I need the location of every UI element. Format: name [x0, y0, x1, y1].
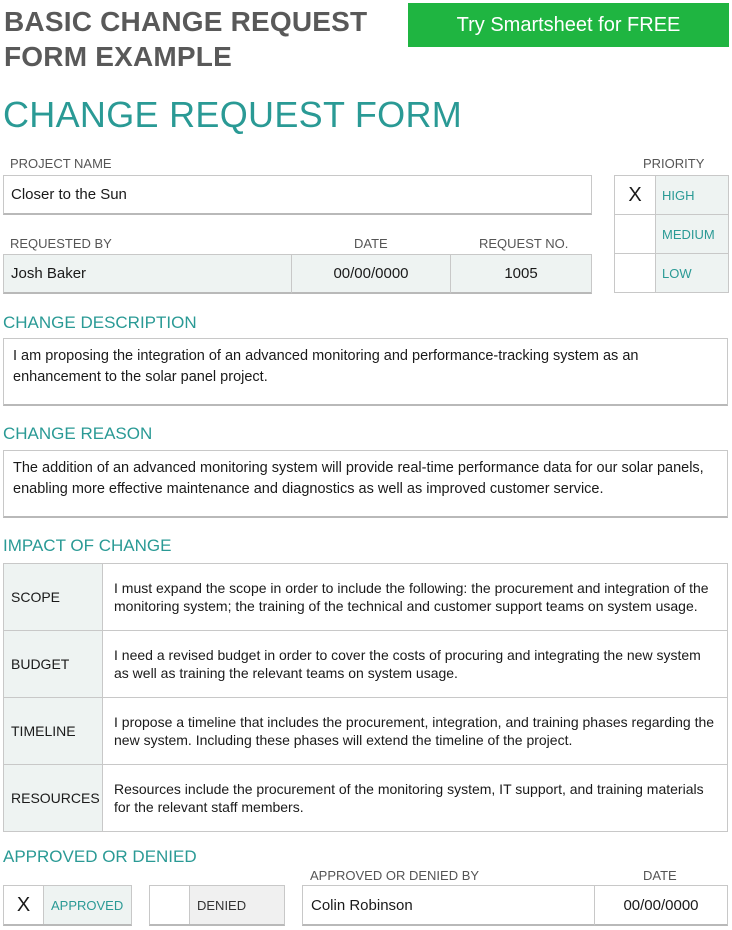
page-title-line-2: FORM EXAMPLE — [4, 41, 232, 72]
priority-table — [614, 175, 729, 293]
date-label: DATE — [354, 236, 388, 251]
change-description-heading: CHANGE DESCRIPTION — [3, 313, 197, 332]
approved-by-label: APPROVED OR DENIED BY — [310, 868, 480, 883]
priority-high-mark[interactable]: X — [615, 176, 656, 215]
impact-budget-value[interactable]: I need a revised budget in order to cover the costs of procuring and integrating the new system as well as training the relevant teams on system usage. — [103, 631, 728, 698]
page-title — [4, 4, 394, 74]
approval-date-label: DATE — [643, 868, 677, 883]
priority-row-high[interactable] — [615, 176, 729, 215]
approved-mark: X — [4, 886, 44, 924]
request-no-field[interactable] — [450, 254, 592, 294]
impact-scope-label: SCOPE — [4, 564, 103, 631]
project-name-value: Closer to the Sun — [11, 186, 127, 203]
priority-row-medium[interactable] — [615, 215, 729, 254]
try-smartsheet-button[interactable]: Try Smartsheet for FREE — [408, 3, 729, 47]
impact-row-timeline — [4, 698, 728, 765]
request-no-label: REQUEST NO. — [479, 236, 569, 251]
impact-row-scope — [4, 564, 728, 631]
date-field[interactable] — [291, 254, 451, 294]
approved-label: APPROVED — [44, 886, 131, 924]
change-reason-heading: CHANGE REASON — [3, 424, 153, 443]
denied-label: DENIED — [190, 886, 284, 924]
date-value: 00/00/0000 — [333, 265, 409, 282]
priority-low-label: LOW — [656, 254, 729, 293]
project-name-label: PROJECT NAME — [10, 156, 112, 171]
approval-heading: APPROVED OR DENIED — [3, 847, 197, 866]
project-name-field[interactable] — [3, 175, 592, 215]
requested-by-label: REQUESTED BY — [10, 236, 112, 251]
impact-row-budget — [4, 631, 728, 698]
request-no-value: 1005 — [504, 265, 538, 282]
priority-high-label: HIGH — [656, 176, 729, 215]
requested-by-field[interactable] — [3, 254, 292, 294]
impact-timeline-value[interactable]: I propose a timeline that includes the procurement, integration, and training phases regarding the new system. Including these phases will extend the timeline of the project. — [103, 698, 728, 765]
impact-table — [3, 563, 728, 832]
impact-timeline-label: TIMELINE — [4, 698, 103, 765]
page-title-line-1: BASIC CHANGE REQUEST — [4, 6, 368, 37]
approved-by-field[interactable] — [302, 885, 595, 926]
impact-resources-label: RESOURCES — [4, 765, 103, 832]
priority-medium-mark[interactable] — [615, 215, 656, 254]
approval-date-value: 00/00/0000 — [623, 896, 699, 914]
approved-checkbox[interactable] — [3, 885, 132, 926]
impact-scope-value[interactable]: I must expand the scope in order to include the following: the procurement and integration of the monitoring system; the training of the technical and customer support teams on system usage. — [103, 564, 728, 631]
denied-checkbox[interactable] — [149, 885, 285, 926]
approved-by-value: Colin Robinson — [311, 896, 413, 914]
priority-label: PRIORITY — [643, 156, 705, 171]
form-title: CHANGE REQUEST FORM — [3, 94, 463, 135]
priority-medium-label: MEDIUM — [656, 215, 729, 254]
impact-row-resources — [4, 765, 728, 832]
impact-resources-value[interactable]: Resources include the procurement of the monitoring system, IT support, and training materials for the relevant staff members. — [103, 765, 728, 832]
priority-low-mark[interactable] — [615, 254, 656, 293]
change-reason-field[interactable]: The addition of an advanced monitoring system will provide real-time performance data for our solar panels, enabling more effective maintenance and diagnostics as well as improved customer service. — [3, 450, 728, 518]
impact-heading: IMPACT OF CHANGE — [3, 536, 172, 555]
priority-row-low[interactable] — [615, 254, 729, 293]
impact-budget-label: BUDGET — [4, 631, 103, 698]
approval-date-field[interactable] — [594, 885, 728, 926]
change-description-field[interactable]: I am proposing the integration of an advanced monitoring and performance-tracking system as an enhancement to the solar panel project. — [3, 338, 728, 406]
requested-by-value: Josh Baker — [11, 265, 87, 282]
denied-mark — [150, 886, 190, 924]
